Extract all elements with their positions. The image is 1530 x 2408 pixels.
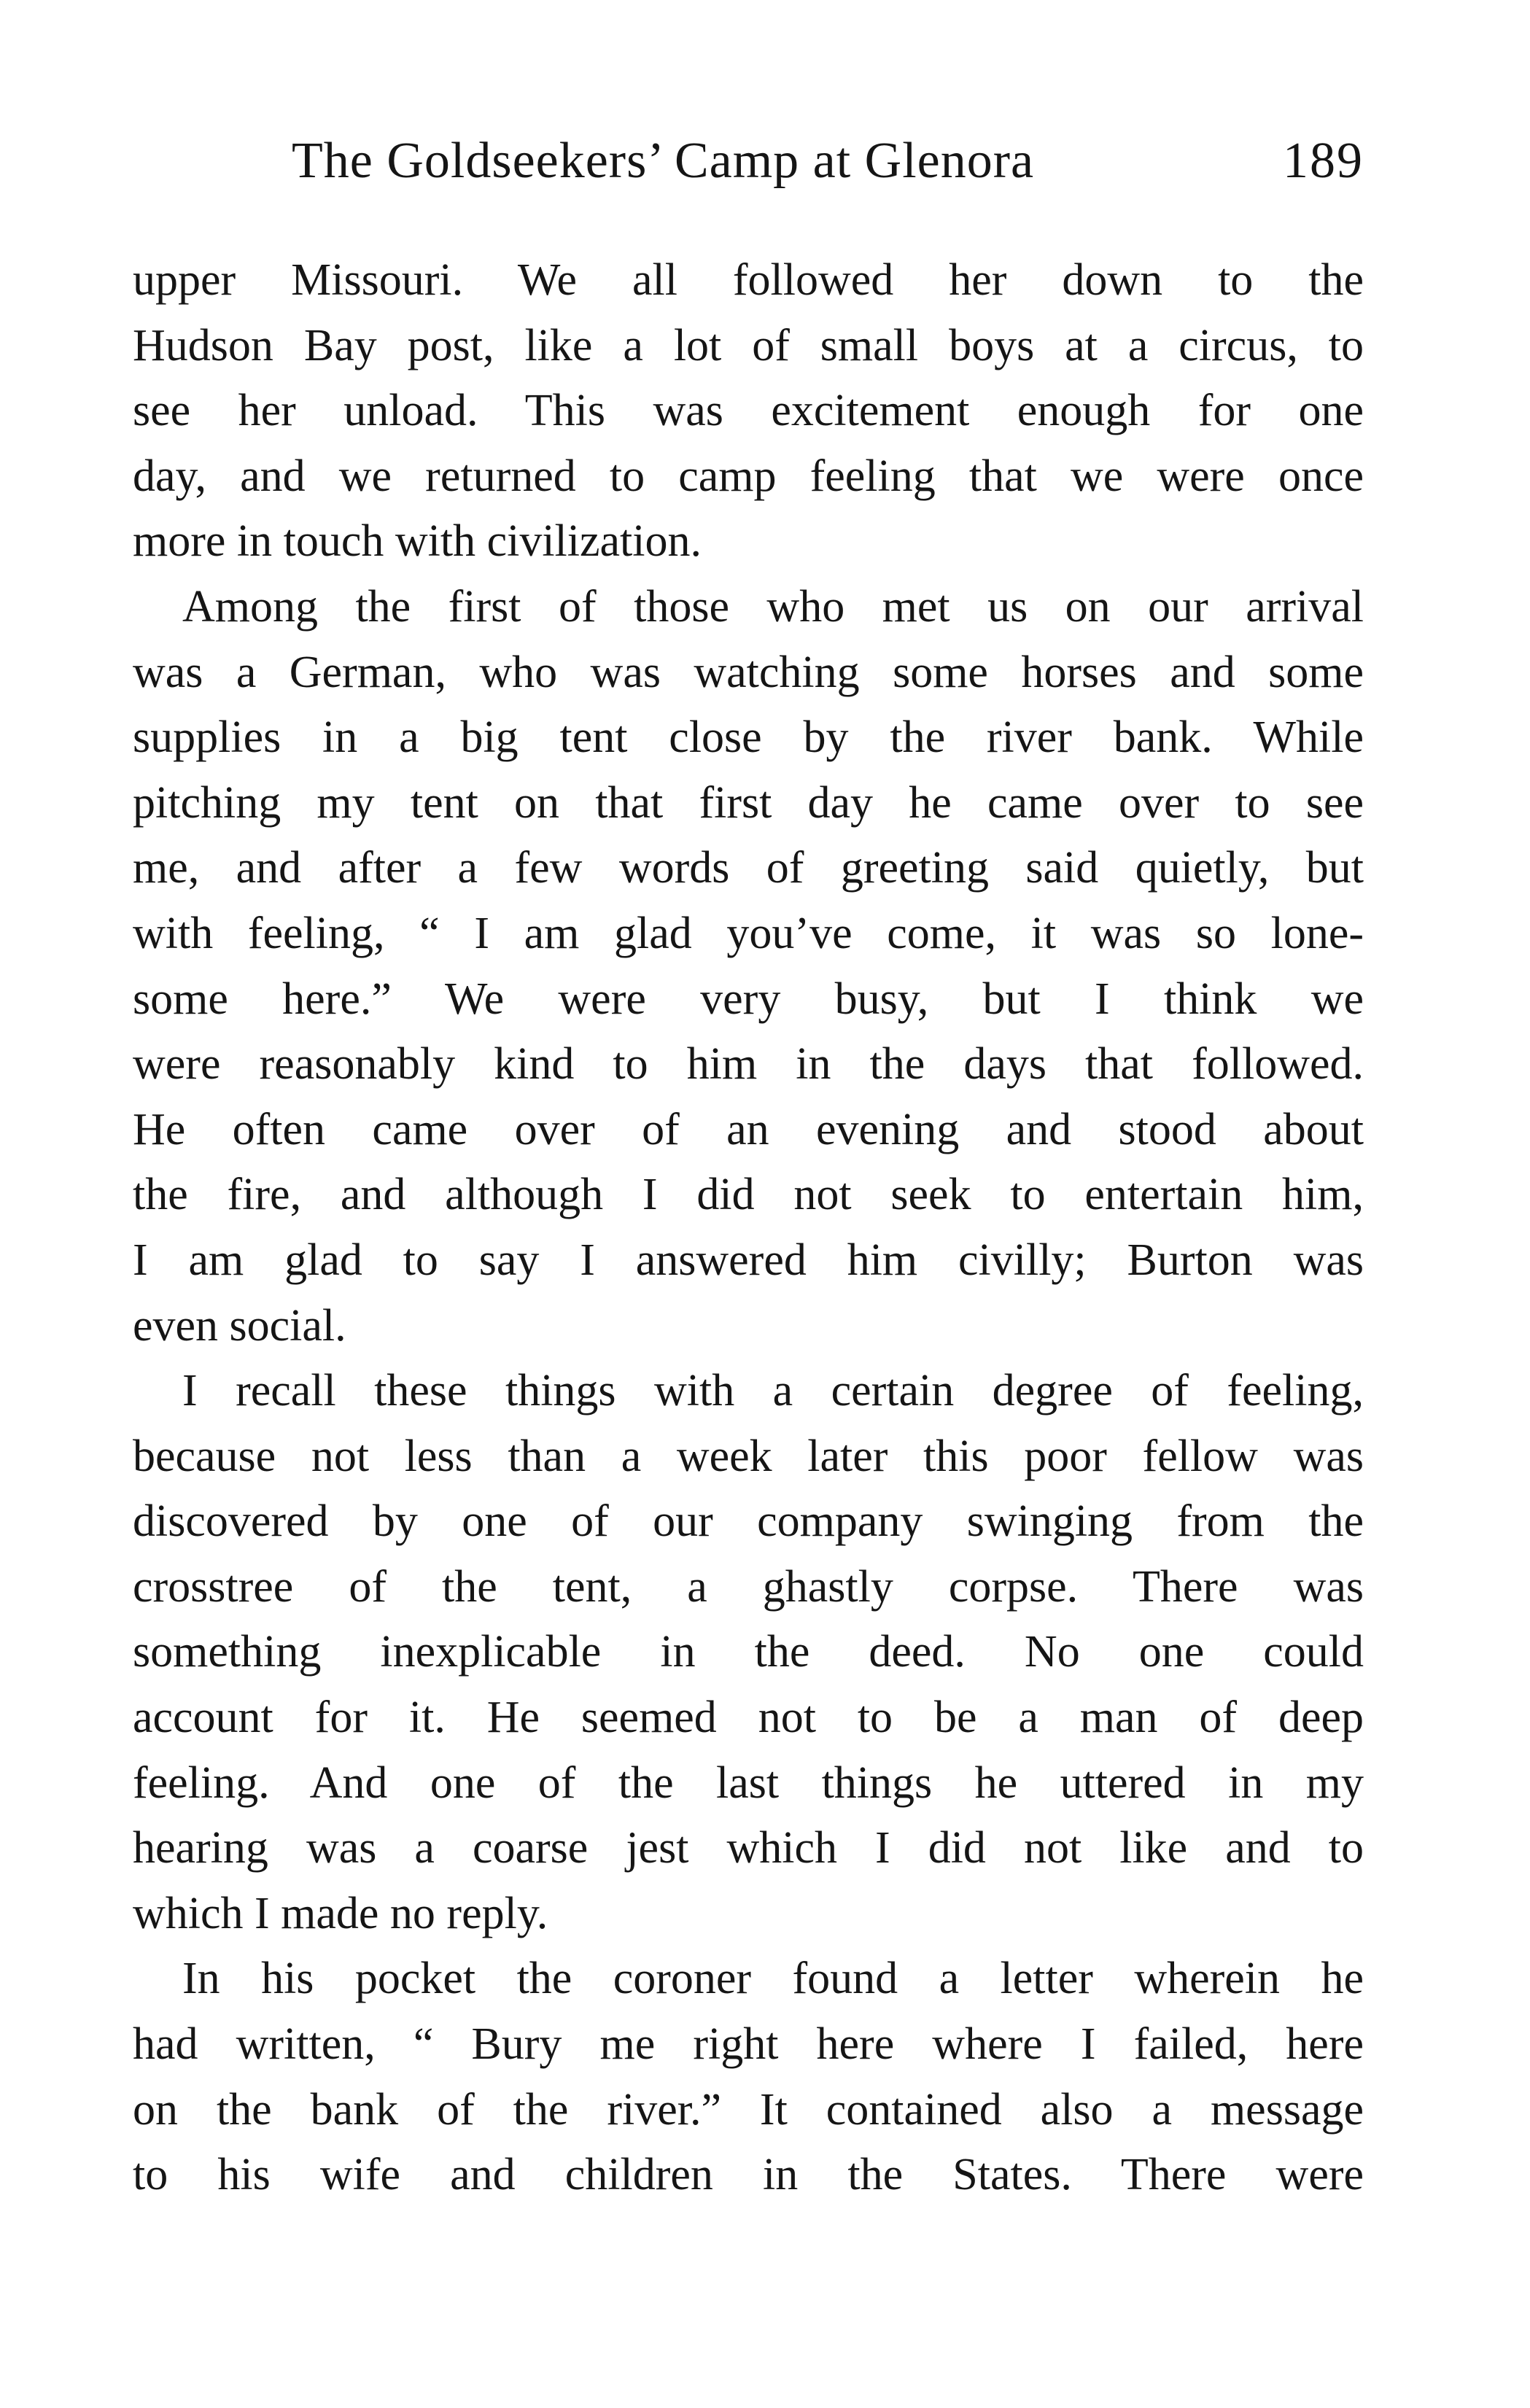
text-line: see her unload. This was excitement enough for one [133, 386, 1364, 436]
text-line: had written, “ Bury me right here where I failed, here [133, 2019, 1364, 2070]
text-line: feeling. And one of the last things he uttered in my [133, 1758, 1364, 1808]
text-line: was a German, who was watching some horses and some [133, 647, 1364, 697]
running-title: The Goldseekers’ Camp at Glenora [292, 133, 1035, 189]
text-line: Among the first of those who met us on our arrival [182, 581, 1364, 632]
text-line: with feeling, “ I am glad you’ve come, it was so lone- [133, 908, 1364, 958]
running-header [292, 128, 1364, 194]
text-line: were reasonably kind to him in the days that followed. [133, 1039, 1364, 1090]
page-number: 189 [1283, 133, 1364, 189]
text-line: something inexplicable in the deed. No one could [133, 1627, 1364, 1677]
text-line: crosstree of the tent, a ghastly corpse. There was [133, 1561, 1364, 1612]
text-line: on the bank of the river.” It contained also a message [133, 2084, 1364, 2135]
text-line: even social. [133, 1300, 346, 1351]
text-line: hearing was a coarse jest which I did not like and to [133, 1823, 1364, 1873]
paragraph-1 [133, 248, 1364, 575]
text-line: some here.” We were very busy, but I think we [133, 974, 1364, 1024]
text-line: I am glad to say I answered him civilly; Burton was [133, 1235, 1364, 1285]
paragraph-4 [133, 1946, 1364, 2207]
text-line: day, and we returned to camp feeling that we were once [133, 451, 1364, 501]
text-line: because not less than a week later this poor fellow was [133, 1431, 1364, 1481]
text-line: In his pocket the coroner found a letter wherein he [182, 1954, 1364, 2004]
text-line: the fire, and although I did not seek to entertain him, [133, 1170, 1364, 1220]
text-line: I recall these things with a certain degree of feeling, [182, 1366, 1364, 1416]
paragraph-2 [133, 575, 1364, 1359]
text-line: account for it. He seemed not to be a man of deep [133, 1693, 1364, 1743]
text-line: discovered by one of our company swinging from the [133, 1496, 1364, 1547]
body-text [133, 248, 1364, 2208]
text-line: supplies in a big tent close by the river bank. While [133, 712, 1364, 763]
text-line: me, and after a few words of greeting said quietly, but [133, 843, 1364, 893]
text-line: to his wife and children in the States. There were [133, 2150, 1364, 2200]
text-line: Hudson Bay post, like a lot of small boys at a circus, to [133, 320, 1364, 370]
text-line: upper Missouri. We all followed her down to the [133, 255, 1364, 305]
text-line: pitching my tent on that first day he came over to see [133, 777, 1364, 828]
text-line: He often came over of an evening and stood about [133, 1104, 1364, 1154]
text-line: more in touch with civilization. [133, 516, 702, 567]
paragraph-3 [133, 1359, 1364, 1946]
text-line: which I made no reply. [133, 1888, 548, 1938]
